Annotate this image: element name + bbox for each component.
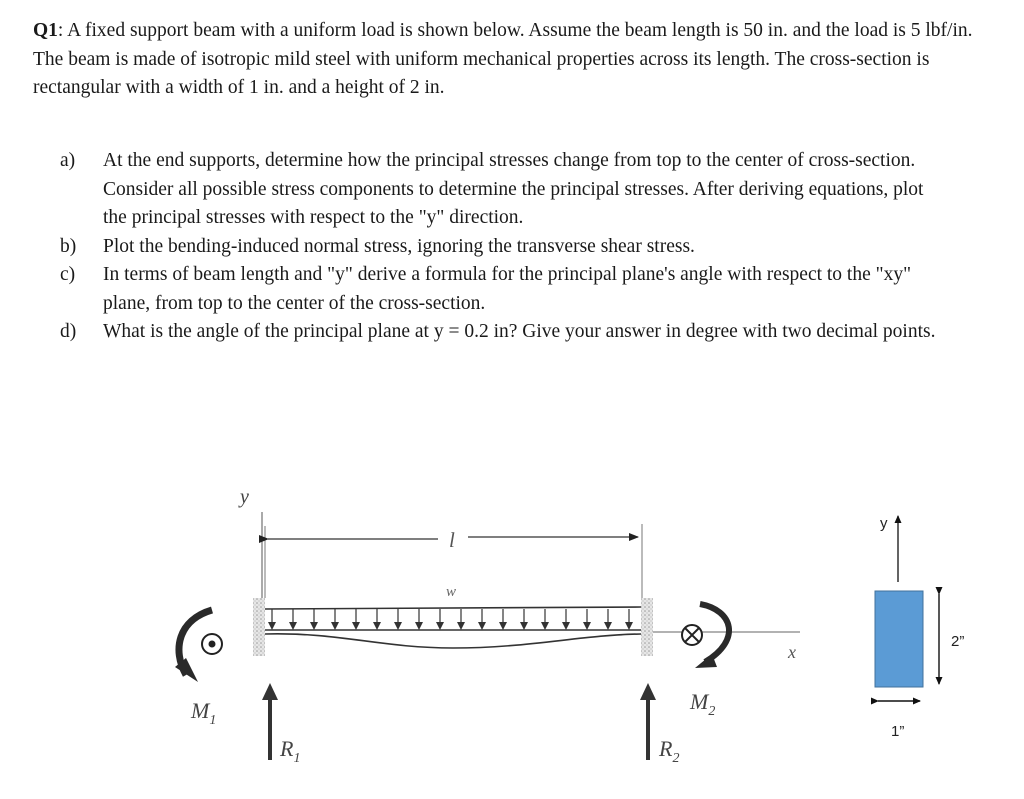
part-a bbox=[60, 147, 960, 233]
part-label: c) bbox=[60, 264, 76, 285]
part-text: Plot the bending-induced normal stress, ignoring the transverse shear stress. bbox=[103, 235, 695, 257]
rectangular-cross-section bbox=[875, 591, 923, 687]
part-label: a) bbox=[60, 150, 76, 171]
left-moment-label: $M_1$ bbox=[191, 698, 217, 728]
left-reaction-label: $R_1$ bbox=[280, 736, 301, 766]
part-label: d) bbox=[60, 321, 77, 342]
part-d bbox=[60, 318, 960, 347]
left-reaction-arrowhead bbox=[262, 683, 278, 700]
right-reaction-arrowhead bbox=[640, 683, 656, 700]
beam-deflected-shape bbox=[265, 634, 641, 648]
right-wall bbox=[641, 598, 653, 656]
distributed-load-arrows bbox=[268, 609, 633, 630]
question-parts bbox=[60, 147, 960, 347]
height-label: 2” bbox=[951, 633, 965, 650]
question-text: : A fixed support beam with a uniform load is shown below. Assume the beam length is 50 in. and the load is 5 lbf/in. The beam is made of isotropic mild steel with uniform mechanical properties across its length. The cross-section is rectangular with a width of 1 in. and a height of 2 in. bbox=[33, 20, 973, 98]
part-c bbox=[60, 261, 960, 318]
length-label: l bbox=[449, 528, 455, 552]
question-number: Q1 bbox=[33, 20, 58, 41]
part-label: b) bbox=[60, 235, 77, 257]
left-wall bbox=[253, 598, 265, 656]
part-text: At the end supports, determine how the principal stresses change from top to the center of cross-section. Consider all possible stress components to determine the principal stresses. After deriving equations, plot the principal stresses with respect to the "y" direction. bbox=[103, 150, 924, 228]
left-moment-dot bbox=[209, 641, 216, 648]
right-moment-arc bbox=[700, 604, 729, 662]
part-text: In terms of beam length and "y" derive a formula for the principal plane's angle with respect to the "xy" plane, from top to the center of the cross-section. bbox=[103, 264, 912, 314]
part-text: What is the angle of the principal plane at y = 0.2 in? Give your answer in degree with two decimal points. bbox=[103, 321, 936, 342]
beam-diagram bbox=[0, 470, 1024, 794]
part-b bbox=[60, 233, 960, 262]
load-label: w bbox=[446, 584, 457, 600]
distributed-load-line bbox=[265, 607, 641, 609]
width-label: 1” bbox=[891, 723, 905, 740]
right-moment-label: $M_2$ bbox=[690, 689, 716, 719]
beam-diagram-svg bbox=[0, 470, 1024, 794]
question-statement bbox=[33, 17, 993, 103]
beam-y-axis-label: y bbox=[240, 486, 249, 508]
section-y-label: y bbox=[880, 515, 888, 532]
beam-x-axis-label: x bbox=[788, 642, 796, 662]
right-reaction-label: $R_2$ bbox=[659, 736, 680, 766]
